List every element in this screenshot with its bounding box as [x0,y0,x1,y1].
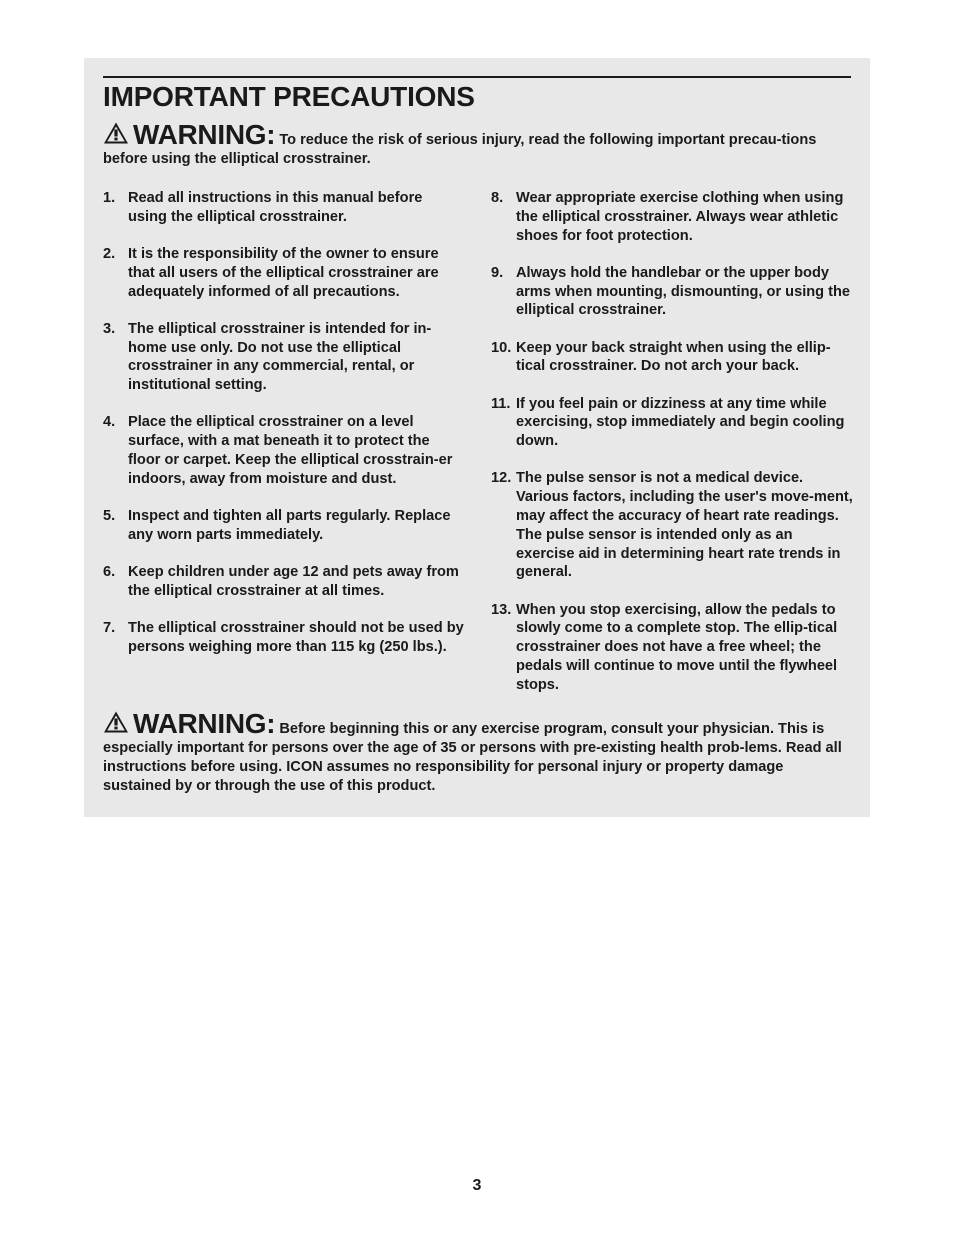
item-text: If you feel pain or dizziness at any time while exercising, stop immediately and begin cooling down. [516,395,845,450]
item-text: Always hold the handlebar or the upper body arms when mounting, dismounting, or using the elliptical crosstrainer. [516,264,851,319]
item-text: Wear appropriate exercise clothing when using the elliptical crosstrainer. Always wear athletic shoes for foot protection. [516,190,844,244]
item-text: It is the responsibility of the owner to ensure that all users of the elliptical crosstrainer are adequately informed of all precautions. [128,245,439,300]
item-number: 8. [491,190,504,206]
item-text: Keep children under age 12 and pets away from the elliptical crosstrainer at all times. [128,563,459,599]
list-item [491,189,853,245]
item-number: 6. [103,563,116,580]
item-number: 7. [103,619,116,636]
item-number: 5. [103,507,116,524]
list-item [491,469,853,582]
list-item [491,339,853,377]
item-number: 10. [491,339,512,356]
list-item [103,413,465,488]
warning-bottom-text: Before beginning this or any exercise program, consult your physician. This is especially important for persons over the age of 35 or persons with pre-existing health prob-lems. Read all instructions before using. ICON assumes no responsibility for personal injury or property damage sustained by or through the use of this product. [103,721,842,794]
item-text: When you stop exercising, allow the pedals to slowly come to a complete stop. The ellip-tical crosstrainer does not have a free wheel; the pedals will continue to move until the flywheel stops. [516,601,838,693]
precautions-list-left [103,189,465,675]
item-text: Keep your back straight when using the ellip-tical crosstrainer. Do not arch your back. [516,339,831,375]
list-item [491,601,853,695]
warning-top [103,121,853,169]
item-text: The elliptical crosstrainer should not be used by persons weighing more than 115 kg (250 lbs.). [128,619,464,655]
item-number: 4. [103,414,116,431]
list-item [491,264,853,320]
warning-bottom [103,710,853,796]
warning-triangle-icon [103,710,129,734]
item-text: Read all instructions in this manual before using the elliptical crosstrainer. [128,190,423,225]
item-number: 11. [491,395,511,412]
warning-top-label: WARNING: [133,119,276,150]
list-item [103,619,465,657]
title-rule [103,76,851,78]
item-text: The pulse sensor is not a medical device. Various factors, including the user's move-ment, may affect the accuracy of heart rate readings. The pulse sensor is intended only as an exercise aid in determining heart rate trends in general. [516,470,853,581]
page-number: 3 [472,1177,482,1194]
page-title: IMPORTANT PRECAUTIONS [103,81,475,112]
warning-triangle-icon [103,121,129,145]
precautions-list-right [491,189,853,713]
list-item [491,395,853,451]
item-text: The elliptical crosstrainer is intended for in-home use only. Do not use the elliptical crosstrainer in any commercial, rental, or institutional setting. [128,320,432,394]
item-text: Place the elliptical crosstrainer on a level surface, with a mat beneath it to protect the floor or carpet. Keep the elliptical crosstrain-er indoors, away from moisture and dust. [128,414,453,487]
list-item [103,245,465,301]
warning-top-text: To reduce the risk of serious injury, read the following important precau-tions before using the elliptical crosstrainer. [103,132,817,167]
item-number: 12. [491,470,512,487]
item-number: 2. [103,245,116,262]
list-item [103,189,465,227]
warning-bottom-label: WARNING: [133,708,276,739]
list-item [103,563,465,601]
item-number: 9. [491,264,504,281]
item-number: 3. [103,320,116,337]
item-number: 1. [103,190,116,206]
list-item [103,320,465,395]
list-item [103,507,465,545]
item-number: 13. [491,601,512,618]
item-text: Inspect and tighten all parts regularly. Replace any worn parts immediately. [128,507,451,543]
